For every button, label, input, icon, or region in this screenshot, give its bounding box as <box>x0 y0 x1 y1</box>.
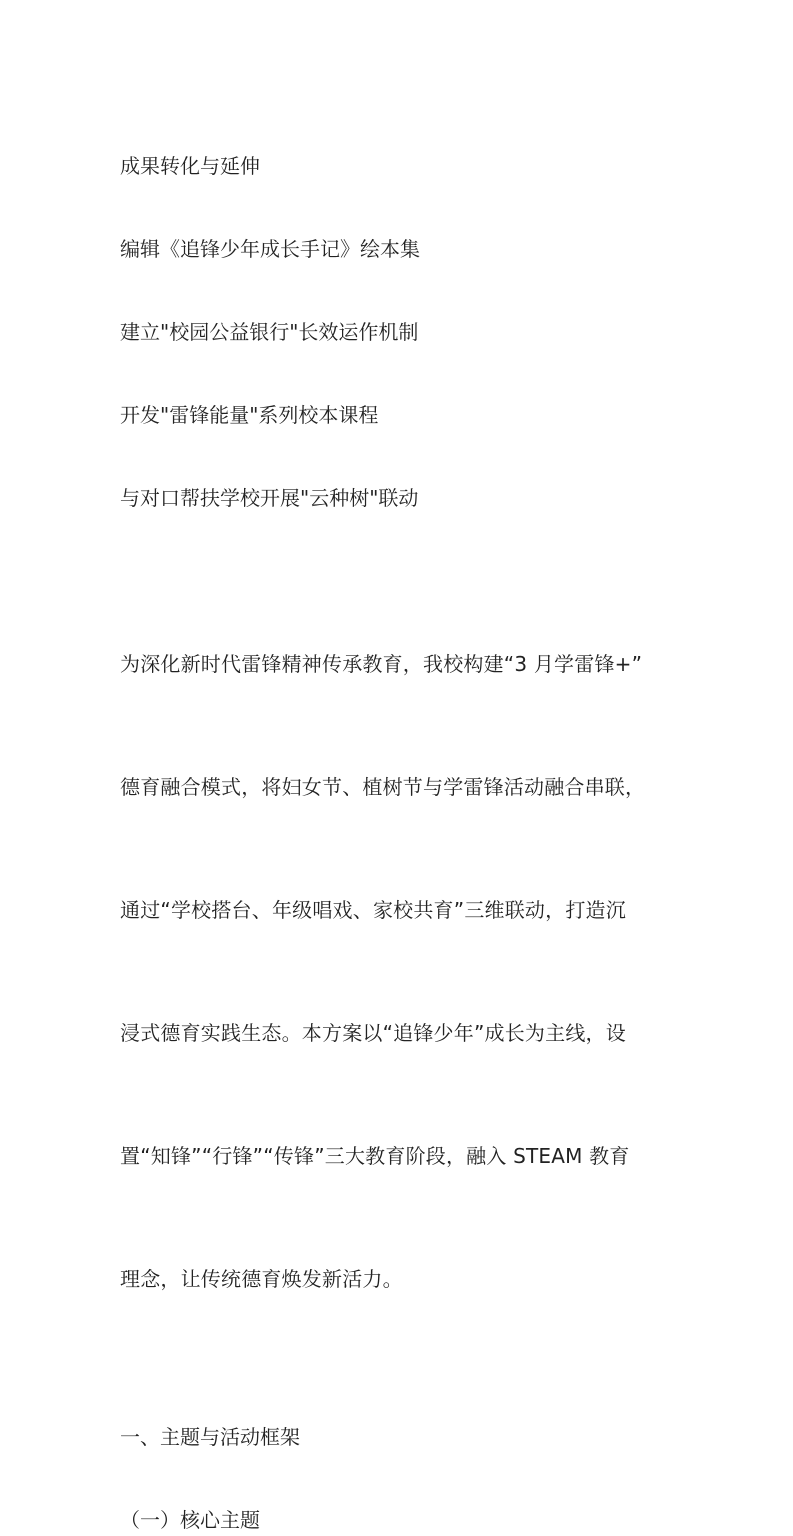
intro-line: 浸式德育实践生态。本方案以“追锋少年”成长为主线，设 <box>120 1021 626 1045</box>
intro-line: 德育融合模式，将妇女节、植树节与学雷锋活动融合串联， <box>120 775 646 799</box>
paragraph-item-1: 编辑《追锋少年成长手记》绘本集 <box>120 237 420 261</box>
intro-line: 置“知锋”“行锋”“传锋”三大教育阶段，融入 STEAM 教育 <box>120 1144 630 1168</box>
intro-line: 理念，让传统德育焕发新活力。 <box>120 1267 403 1291</box>
intro-paragraph <box>120 562 680 1382</box>
subsection-heading: （一）核心主题 <box>120 1508 260 1532</box>
intro-line: 通过“学校搭台、年级唱戏、家校共育”三维联动，打造沉 <box>120 898 626 922</box>
document-body <box>120 150 680 1536</box>
paragraph-item-3: 开发"雷锋能量"系列校本课程 <box>120 403 379 427</box>
paragraph-item-4: 与对口帮扶学校开展"云种树"联动 <box>120 486 419 510</box>
intro-line: 为深化新时代雷锋精神传承教育，我校构建“3 月学雷锋+” <box>120 652 643 676</box>
paragraph-item-2: 建立"校园公益银行"长效运作机制 <box>120 320 419 344</box>
section-heading: 一、主题与活动框架 <box>120 1425 300 1449</box>
paragraph-title: 成果转化与延伸 <box>120 154 260 178</box>
